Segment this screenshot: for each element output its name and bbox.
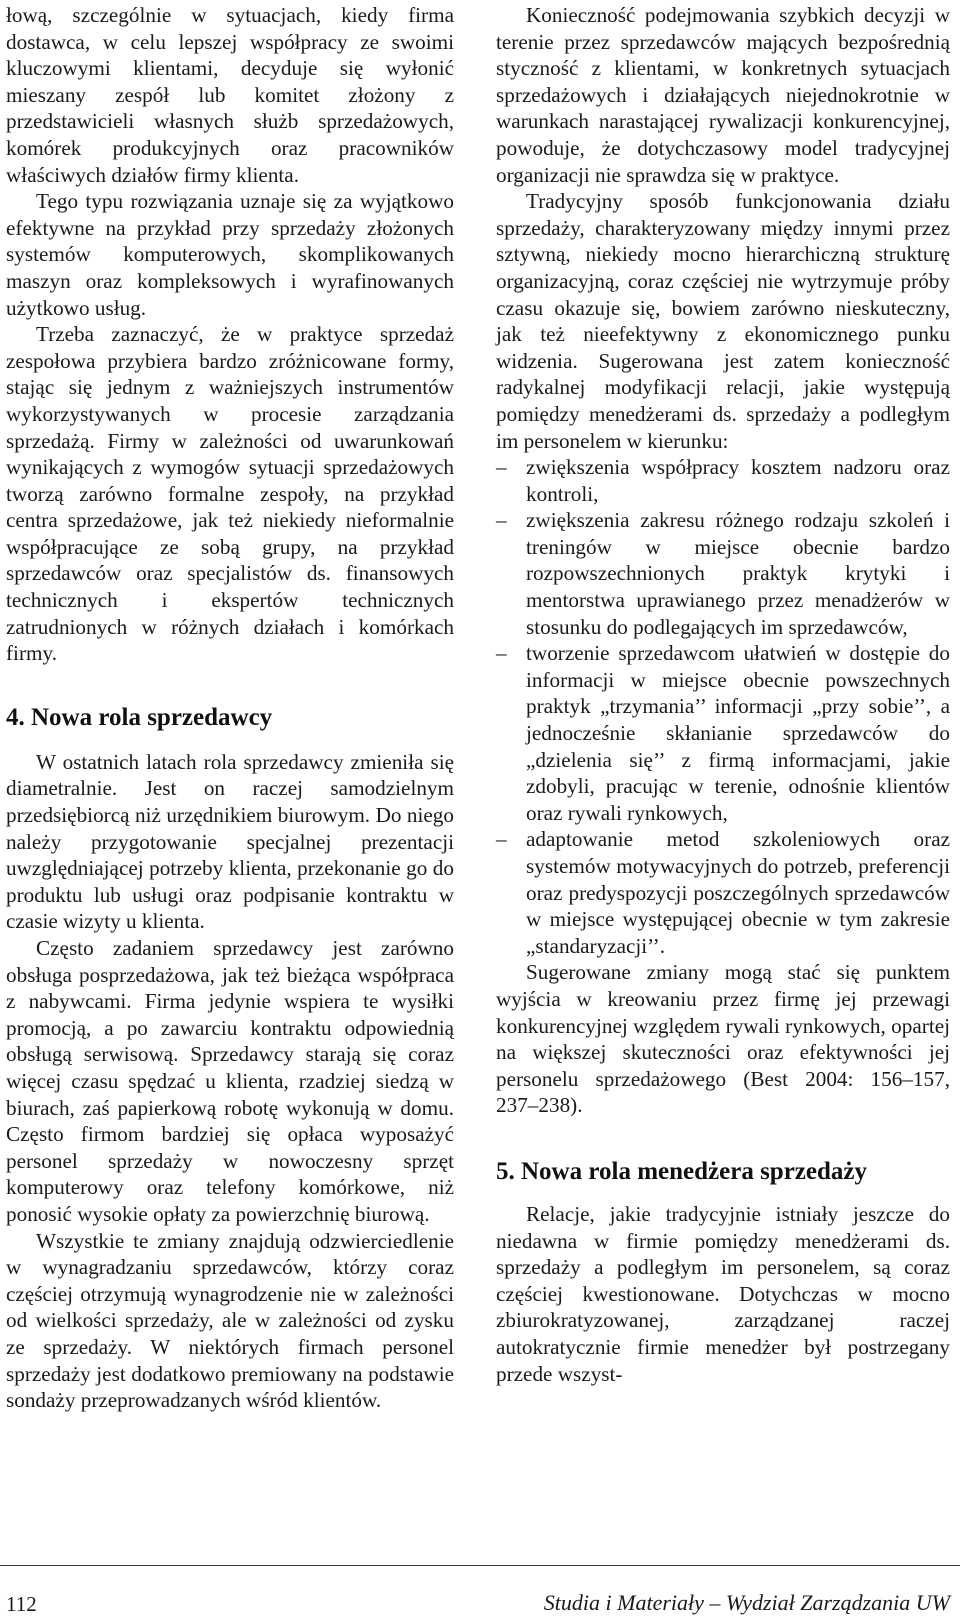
paragraph: Trzeba zaznaczyć, że w praktyce sprzedaż zespołowa przybiera bardzo zróżnicowane formy, stając się jednym z ważniejszych instrumentów wykorzystywanych w procesie zarządzania sprzedażą. Firmy w zależności od uwarunkowań wynikających z wymogów sytuacji sprzedażowych tworzą zarówno formalne zespoły, na przykład centra sprzedażowe, jak też niekiedy nieformalnie współpracujące ze sobą grupy, na przykład sprzedawców oraz specjalistów ds. finansowych technicznych i ekspertów technicznych zatrudnionych w różnych działach i komórkach firmy. [6,322,454,666]
paragraph: Tego typu rozwiązania uznaje się za wyjątkowo efektywne na przykład przy sprzedaży złożonych systemów komputerowych, skomplikowanych maszyn oraz kompleksowych i wyrafinowanych użytkowo usług. [6,189,454,320]
paragraph: Wszystkie te zmiany znajdują odzwierciedlenie w wynagradzaniu sprzedawców, którzy coraz częściej otrzymują wynagrodzenie nie w zależności od wielkości sprzedaży, ale w zależności od zysku ze sprzedaży. W niektórych firmach personel sprzedaży jest dodatkowo premiowany na podstawie sondaży przeprowadzanych wśród klientów. [6,1228,454,1413]
paragraph: Konieczność podejmowania szybkich decyzji w terenie przez sprzedawców mających bezpośrednią styczność z klientami, w konkretnych sytuacjach sprzedażowych i działających niejednokrotnie w warunkach narastającej rywalizacji konkurencyjnej, powoduje, że dotychczasowy model tradycyjnej organizacji nie sprawdza się w praktyce. [496,3,950,187]
paragraph: Sugerowane zmiany mogą stać się punktem wyjścia w kreowaniu przez firmę jej przewagi konkurencyjnej względem rywali rynkowych, opartej na większej skuteczności oraz efektywności jej personelu sprzedażowego (Best 2004: 156–157, 237–238). [496,960,950,1118]
paragraph: Często zadaniem sprzedawcy jest zarówno obsługa posprzedażowa, jak też bieżąca współpraca z nabywcami. Firma jedynie wspiera te wysiłki promocją, a po zawarciu kontraktu odpowiednią obsługą serwisową. Sprzedawcy starają się coraz więcej czasu spędzać u klienta, rzadziej siedzą w biurach, zaś papierkową robotę wykonują w domu. Często firmom bardziej się opłaca wyposażyć personel sprzedaży w nowoczesny sprzęt komputerowy oraz telefony komórkowe, niż ponosić wysokie opłaty za powierzchnię biurową. [6,936,454,1226]
list-item: – zwiększenia zakresu różnego rodzaju szkoleń i treningów w miejsce obecnie bardzo rozpowszechnionych praktyk krytyki i mentorstwa uprawianego przez menadżerów w stosunku do podlegających im sprzedawców, [496,507,950,640]
paragraph: Relacje, jakie tradycyjnie istniały jeszcze do niedawna w firmie pomiędzy menedżerami ds. sprzedaży a podległym im personelem, są coraz częściej kwestionowane. Dotychczas w mocno zbiurokratyzowanej, zarządzanej raczej autokratycznie firmie menedżer był postrzegany przede wszyst- [496,1201,950,1386]
left-column [6,2,454,1414]
footer-rule [0,1565,960,1566]
section-heading-5: 5. Nowa rola menedżera sprzedaży [496,1157,867,1185]
right-column [496,2,950,1387]
paragraph: łową, szczególnie w sytuacjach, kiedy firma dostawca, w celu lepszej współpracy ze swoimi kluczowymi klientami, decyduje się wyłonić mieszany zespół lub komitet złożony z przedstawicieli własnych służb sprzedażowych, komórek produkcyjnych oraz pracowników właściwych działów firmy klienta. [6,3,454,187]
page-number: 112 [6,1592,37,1616]
paragraph: W ostatnich latach rola sprzedawcy zmieniła się diametralnie. Jest on raczej samodzielnym przedsiębiorcą niż urzędnikiem biurowym. Do niego należy przygotowanie specjalnej prezentacji uwzględniającej potrzeby klienta, przekonanie go do produktu lub usługi oraz podpisanie kontraktu w czasie wizyty u klienta. [6,749,454,934]
journal-title: Studia i Materiały – Wydział Zarządzania UW [543,1590,950,1615]
list-item: – zwiększenia współpracy kosztem nadzoru oraz kontroli, [496,454,950,507]
list-item: – adaptowanie metod szkoleniowych oraz systemów motywacyjnych do potrzeb, preferencji oraz predyspozycji poszczególnych sprzedawców w miejsce występującej obecnie w tym zakresie „standaryzacji’’. [496,826,950,959]
section-heading-4: 4. Nowa rola sprzedawcy [6,703,273,731]
list-item: – tworzenie sprzedawcom ułatwień w dostępie do informacji w miejsce obecnie powszechnych praktyk „trzymania’’ informacji „przy sobie’’, a jednocześnie skłanianie sprzedawców do „dzielenia się’’ z firmą informacjami, jakie zdobyli, pracując w terenie, odnośnie klientów oraz rywali rynkowych, [496,640,950,826]
dash-list [496,454,950,959]
paragraph: Tradycyjny sposób funkcjonowania działu sprzedaży, charakteryzowany między innymi przez sztywną, niekiedy mocno hierarchiczną strukturę organizacyjną, coraz częściej nie wytrzymuje próby czasu okazuje się, bowiem zarówno nieskuteczny, jak też nieefektywny z ekonomicznego punku widzenia. Sugerowana jest zatem konieczność radykalnej modyfikacji relacji, jakie występują pomiędzy menedżerami ds. sprzedaży a podległym im personelem w kierunku: [496,189,950,453]
